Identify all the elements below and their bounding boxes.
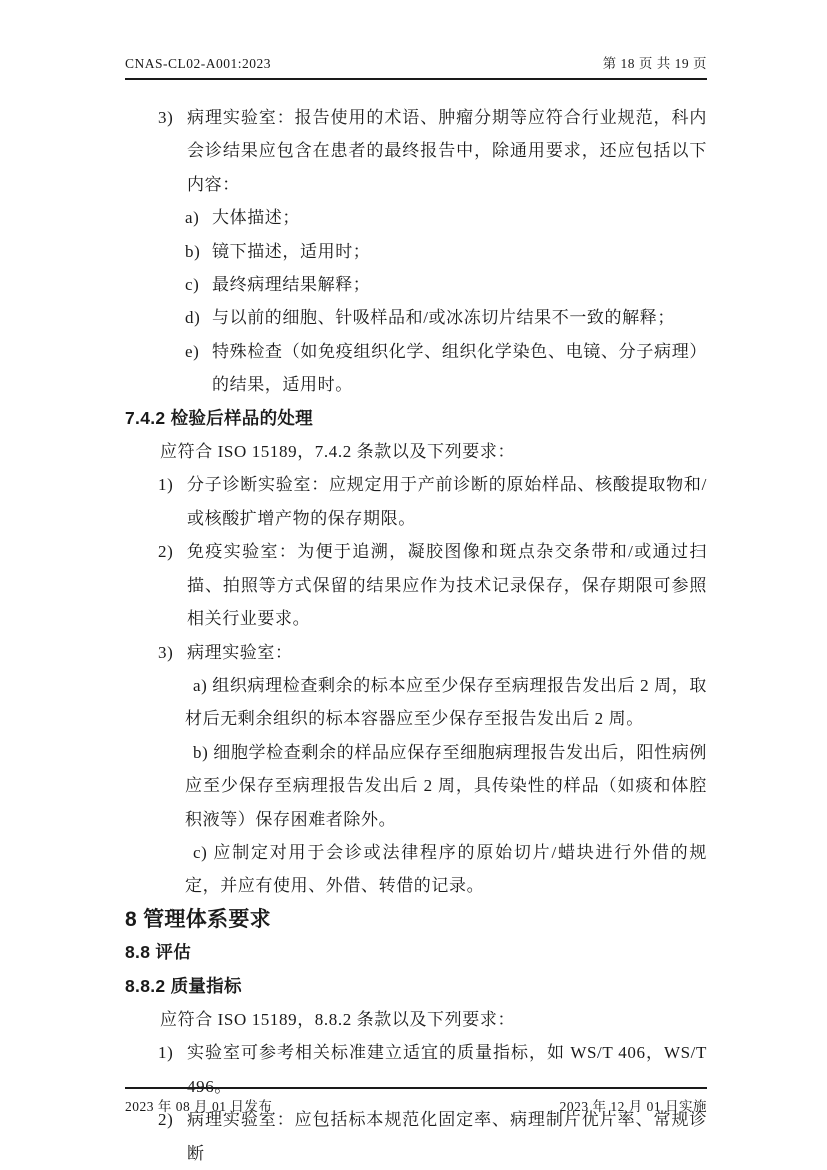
list-text: 实验室可参考相关标准建立适宜的质量指标，如 WS/T 406，WS/T 496。 bbox=[187, 1043, 707, 1096]
doc-number: CNAS-CL02-A001:2023 bbox=[125, 56, 272, 71]
list-number: 2) bbox=[158, 1110, 174, 1130]
list-letter: b) bbox=[185, 241, 201, 261]
list-item-1-molecular-diagnostics bbox=[125, 468, 707, 535]
heading-8-8-evaluation: 8.8 评估 bbox=[125, 942, 191, 963]
implement-date: 2023 年 12 月 01 日实施 bbox=[559, 1099, 707, 1114]
sub-item-c-final-result bbox=[125, 268, 707, 301]
paragraph-iso-7-4-2: 应符合 ISO 15189，7.4.2 条款以及下列要求： bbox=[160, 442, 516, 462]
heading-7-4-2-post-examination-samples: 7.4.2 检验后样品的处理 bbox=[125, 407, 313, 428]
list-text: 最终病理结果解释； bbox=[212, 275, 371, 295]
list-text: 病理实验室： bbox=[187, 642, 293, 662]
sub-item-a-gross-description bbox=[125, 201, 707, 234]
list-text: 镜下描述，适用时； bbox=[212, 241, 371, 261]
sub-item-e-special-examination bbox=[125, 335, 707, 402]
list-text: 大体描述； bbox=[212, 208, 300, 228]
list-text: 病理实验室：报告使用的术语、肿瘤分期等应符合行业规范，科内会诊结果应包含在患者的最终报告中，除通用要求，还应包括以下内容： bbox=[187, 108, 707, 194]
sub-item-b-microscopic-description bbox=[125, 235, 707, 268]
list-number: 3) bbox=[158, 642, 174, 662]
list-letter: d) bbox=[185, 308, 201, 328]
document-body bbox=[125, 101, 707, 1170]
list-number: 3) bbox=[158, 108, 174, 127]
issue-date: 2023 年 08 月 01 日发布 bbox=[125, 1099, 273, 1114]
list-text: 病理实验室：应包括标本规范化固定率、病理制片优片率、常规诊断 bbox=[187, 1110, 707, 1163]
list-item-2-immunology-lab bbox=[125, 535, 707, 635]
page-indicator: 第 18 页 共 19 页 bbox=[602, 56, 707, 71]
list-number: 2) bbox=[158, 542, 174, 562]
list-letter: c) bbox=[185, 275, 200, 295]
paragraph-iso-8-8-2: 应符合 ISO 15189，8.8.2 条款以及下列要求： bbox=[160, 1009, 516, 1029]
list-text: 分子诊断实验室：应规定用于产前诊断的原始样品、核酸提取物和/或核酸扩增产物的保存期限。 bbox=[187, 475, 707, 528]
list-item-3-pathology-report bbox=[125, 101, 707, 201]
page-footer bbox=[125, 1087, 707, 1115]
sub-item-b-cytology-retention: b) 细胞学检查剩余的样品应保存至细胞病理报告发出后，阳性病例应至少保存至病理报告发出后 2 周，具传染性的样品（如痰和体腔积液等）保存困难者除外。 bbox=[185, 742, 707, 829]
sub-item-d-inconsistency-explanation bbox=[125, 301, 707, 334]
list-letter: e) bbox=[185, 341, 200, 361]
page-header bbox=[125, 52, 707, 80]
sub-item-c-slide-lending-rules: c) 应制定对用于会诊或法律程序的原始切片/蜡块进行外借的规定，并应有使用、外借、转借的记录。 bbox=[185, 842, 707, 896]
sub-item-a-histopathology-retention: a) 组织病理检查剩余的标本应至少保存至病理报告发出后 2 周，取材后无剩余组织的标本容器应至少保存至报告发出后 2 周。 bbox=[185, 675, 707, 729]
heading-8-8-2-quality-indicators: 8.8.2 质量指标 bbox=[125, 975, 242, 996]
list-number: 1) bbox=[158, 1043, 174, 1063]
list-text: 与以前的细胞、针吸样品和/或冰冻切片结果不一致的解释； bbox=[212, 308, 675, 328]
list-text: 特殊检查（如免疫组织化学、组织化学染色、电镜、分子病理）的结果，适用时。 bbox=[212, 341, 707, 395]
list-number: 1) bbox=[158, 475, 174, 495]
heading-8-management-system-requirements: 8 管理体系要求 bbox=[125, 907, 271, 931]
list-item-3-pathology-lab bbox=[125, 636, 707, 669]
list-text: 免疫实验室：为便于追溯，凝胶图像和斑点杂交条带和/或通过扫描、拍照等方式保留的结果应作为技术记录保存，保存期限可参照相关行业要求。 bbox=[187, 542, 707, 629]
list-letter: a) bbox=[185, 208, 200, 228]
